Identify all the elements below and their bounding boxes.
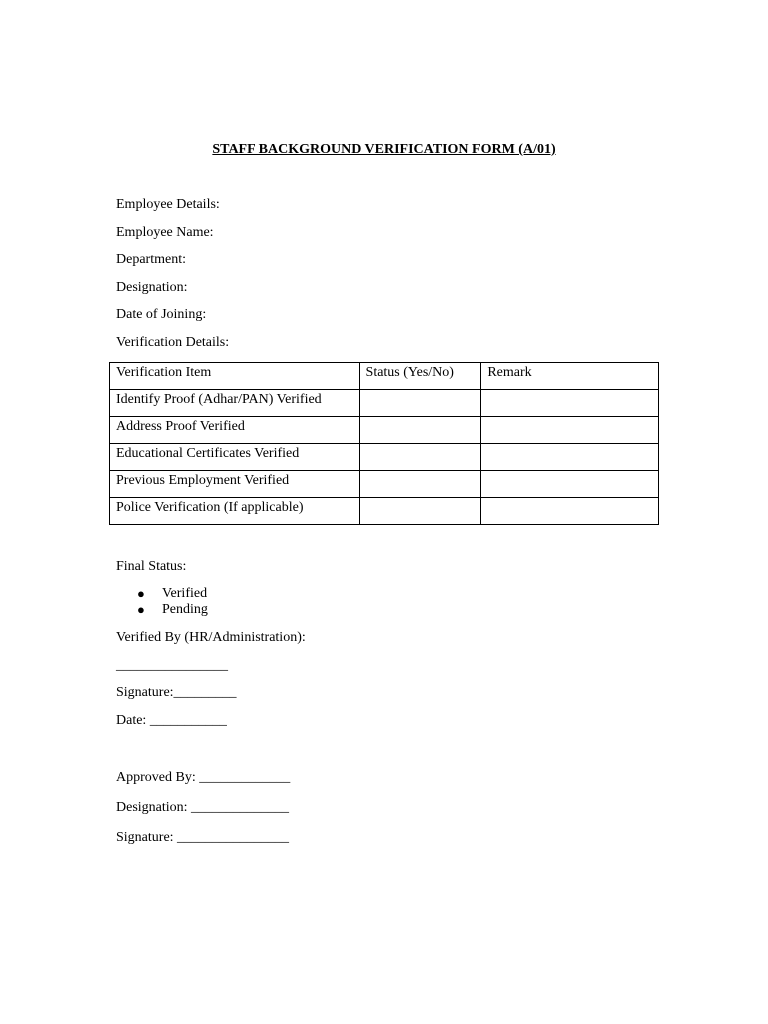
status-option-label: Pending xyxy=(162,602,208,617)
header-status: Status (Yes/No) xyxy=(359,363,481,390)
approver-designation-field: Designation: ______________ xyxy=(116,800,290,815)
row-item: Identify Proof (Adhar/PAN) Verified xyxy=(110,390,360,417)
approver-signature-field: Signature: ________________ xyxy=(116,830,290,845)
final-status-options xyxy=(136,586,208,618)
status-option-pending xyxy=(137,602,208,618)
employee-details-heading: Employee Details: xyxy=(116,197,220,212)
row-remark-cell[interactable] xyxy=(481,417,659,444)
row-item: Previous Employment Verified xyxy=(110,471,360,498)
row-remark-cell[interactable] xyxy=(481,498,659,525)
row-status-cell[interactable] xyxy=(359,471,481,498)
row-item: Address Proof Verified xyxy=(110,417,360,444)
row-remark-cell[interactable] xyxy=(481,471,659,498)
designation-field: Designation: xyxy=(116,280,188,295)
row-item: Educational Certificates Verified xyxy=(110,444,360,471)
table-header-row xyxy=(110,363,659,390)
header-remark: Remark xyxy=(481,363,659,390)
row-remark-cell[interactable] xyxy=(481,390,659,417)
row-status-cell[interactable] xyxy=(359,417,481,444)
verification-table xyxy=(109,362,659,525)
form-title: STAFF BACKGROUND VERIFICATION FORM (A/01) xyxy=(212,142,556,157)
approved-by-field: Approved By: _____________ xyxy=(116,770,291,785)
bullet-icon: ● xyxy=(137,586,145,601)
table-row xyxy=(110,498,659,525)
date-of-joining-field: Date of Joining: xyxy=(116,307,207,322)
header-verification-item: Verification Item xyxy=(110,363,360,390)
verified-by-blank: ________________ xyxy=(116,658,228,673)
final-status-label: Final Status: xyxy=(116,559,187,574)
status-option-label: Verified xyxy=(162,586,208,601)
verification-date-field: Date: ___________ xyxy=(116,713,227,728)
row-remark-cell[interactable] xyxy=(481,444,659,471)
table-row xyxy=(110,417,659,444)
table-row xyxy=(110,444,659,471)
table-row xyxy=(110,390,659,417)
row-status-cell[interactable] xyxy=(359,498,481,525)
row-status-cell[interactable] xyxy=(359,390,481,417)
bullet-icon: ● xyxy=(137,602,145,617)
verification-details-heading: Verification Details: xyxy=(116,335,230,350)
row-status-cell[interactable] xyxy=(359,444,481,471)
row-item: Police Verification (If applicable) xyxy=(110,498,360,525)
status-option-verified xyxy=(137,586,208,602)
department-field: Department: xyxy=(116,252,186,267)
verified-by-label: Verified By (HR/Administration): xyxy=(116,630,306,645)
verifier-signature-field: Signature:_________ xyxy=(116,685,237,700)
employee-name-field: Employee Name: xyxy=(116,225,214,240)
table-row xyxy=(110,471,659,498)
